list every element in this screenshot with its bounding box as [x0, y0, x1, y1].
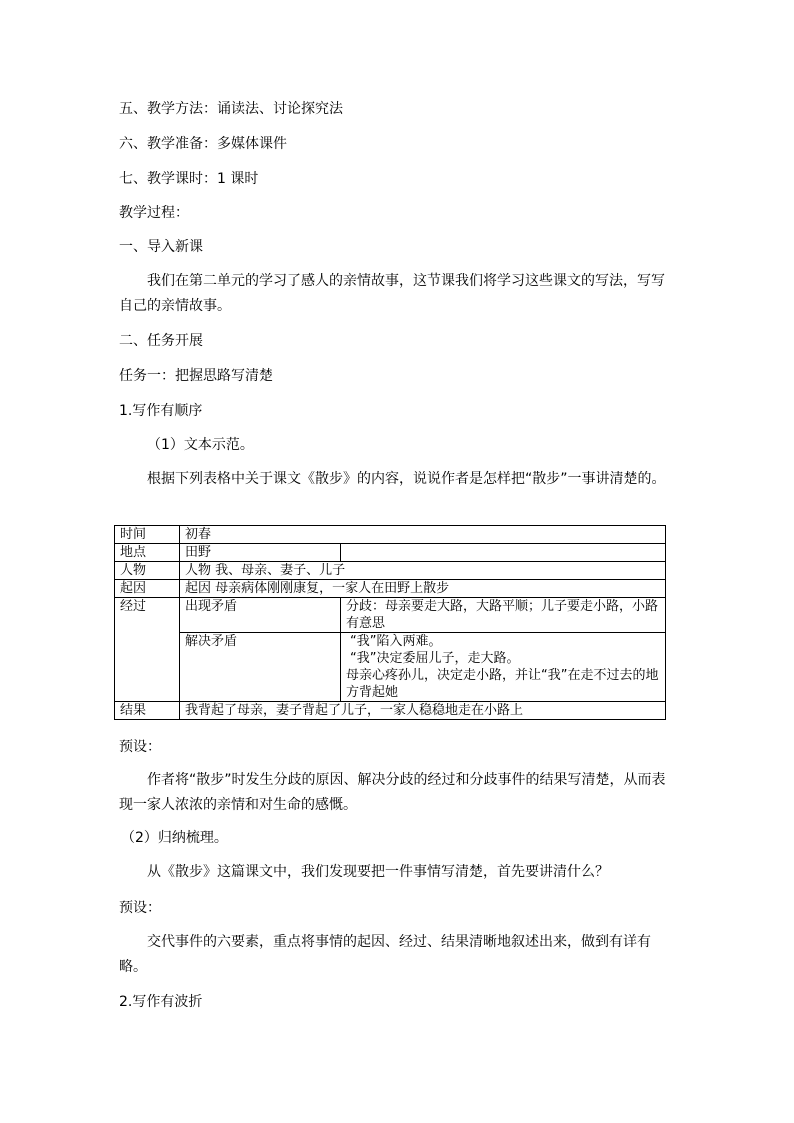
- process-label: 经过: [115, 598, 180, 702]
- teaching-prep-line: 六、教学准备：多媒体课件: [119, 136, 287, 152]
- task-heading: 二、任务开展: [119, 333, 203, 349]
- table-row-people: [115, 562, 666, 580]
- resolve-value: [341, 633, 666, 702]
- place-empty-cell: [341, 544, 666, 562]
- sub1-paragraph: 根据下列表格中关于课文《散步》的内容，说说作者是怎样把“散步”一事讲清楚的。: [147, 471, 666, 487]
- preset1-paragraph: 作者将“散步”时发生分歧的原因、解决分歧的经过和分歧事件的结果写清楚，从而表现一家人浓浓的亲情和对生命的感慨。: [119, 772, 666, 813]
- conflict-label: 出现矛盾: [180, 598, 341, 633]
- resolve-label: 解决矛盾: [180, 633, 341, 702]
- sub2-heading: （2）归纳梳理。: [121, 830, 228, 846]
- preset2-paragraph: 交代事件的六要素，重点将事情的起因、经过、结果清晰地叙述出来，做到有详有略。: [119, 934, 651, 975]
- preset2-label: 预设：: [119, 900, 161, 916]
- teaching-method-line: 五、教学方法：诵读法、讨论探究法: [119, 101, 343, 117]
- table-row-cause: [115, 580, 666, 598]
- table-row-result: [115, 702, 666, 720]
- sub2-paragraph: 从《散步》这篇课文中，我们发现要把一件事情写清楚，首先要讲清什么？: [147, 864, 609, 880]
- people-value: 人物 我、母亲、妻子、儿子: [180, 562, 666, 580]
- table-row-process-resolve: [115, 633, 666, 702]
- preset1-label: 预设：: [119, 739, 161, 755]
- result-label: 结果: [115, 702, 180, 720]
- resolve-line-3: 母亲心疼孙儿，决定走小路，并让“我”在走不过去的地方背起她: [346, 668, 659, 700]
- resolve-line-1: “我”陷入两难。: [350, 634, 442, 649]
- teaching-hours-line: 七、教学课时：1 课时: [119, 171, 259, 187]
- people-label: 人物: [115, 562, 180, 580]
- point2-heading: 2.写作有波折: [119, 994, 203, 1010]
- intro-paragraph: 我们在第二单元的学习了感人的亲情故事，这节课我们将学习这些课文的写法，写写自己的亲情故事。: [119, 273, 665, 314]
- table-row-place: [115, 544, 666, 562]
- resolve-line-2: “我”决定委屈儿子，走大路。: [350, 651, 520, 666]
- cause-label: 起因: [115, 580, 180, 598]
- place-label: 地点: [115, 544, 180, 562]
- sub1-heading: （1）文本示范。: [147, 437, 254, 453]
- cause-value: 起因 母亲病体刚刚康复，一家人在田野上散步: [180, 580, 666, 598]
- table-row-time: [115, 526, 666, 544]
- teaching-process-heading: 教学过程：: [119, 205, 189, 221]
- conflict-value: 分歧：母亲要走大路，大路平顺；儿子要走小路，小路有意思: [341, 598, 666, 633]
- table-row-process-conflict: [115, 598, 666, 633]
- point1-heading: 1.写作有顺序: [119, 403, 203, 419]
- time-value: 初春: [180, 526, 666, 544]
- narrative-elements-table: [114, 525, 666, 720]
- task1-heading: 任务一：把握思路写清楚: [119, 368, 273, 384]
- result-value: 我背起了母亲，妻子背起了儿子，一家人稳稳地走在小路上: [180, 702, 666, 720]
- place-value: 田野: [180, 544, 341, 562]
- time-label: 时间: [115, 526, 180, 544]
- intro-heading: 一、导入新课: [119, 239, 203, 255]
